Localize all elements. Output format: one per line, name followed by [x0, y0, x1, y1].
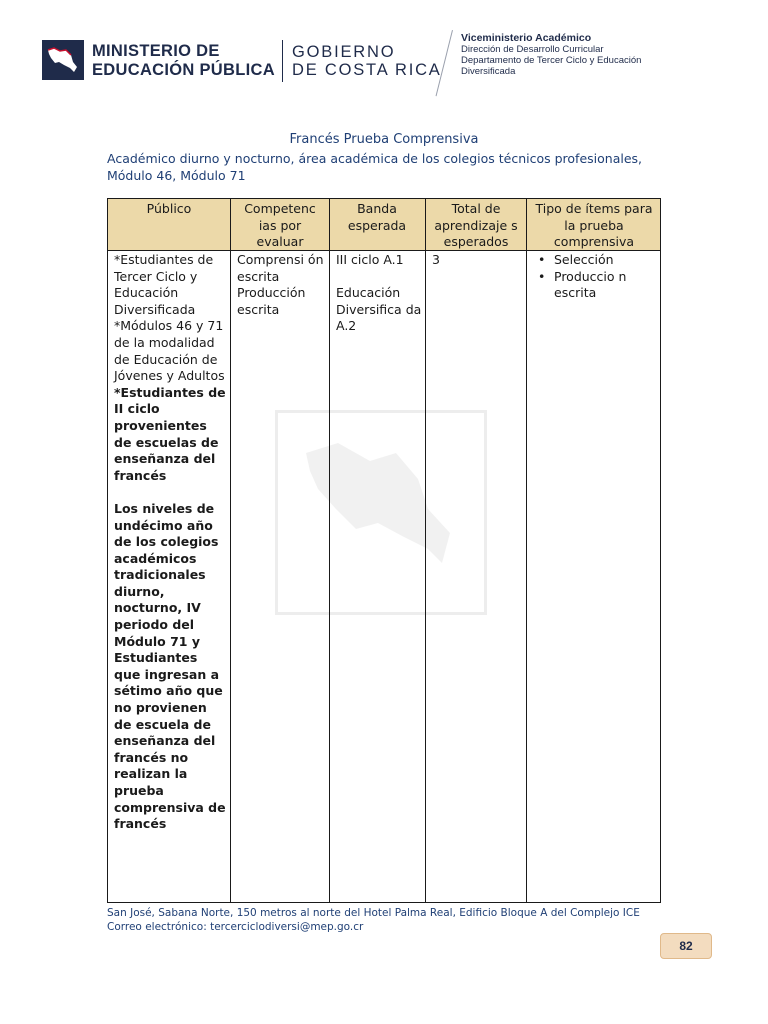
cell-competencias: [237, 252, 327, 318]
competencias-text: Comprensi ón escrita Producción escrita: [237, 252, 324, 317]
publico-bold-text-1: *Estudiantes de II ciclo provenientes de escuelas de enseñanza del francés: [114, 384, 226, 483]
test-table: [107, 198, 661, 903]
page-number-badge: 82: [660, 933, 712, 959]
header-banda: Banda esperada: [347, 201, 407, 233]
column-divider: [329, 199, 330, 902]
office-block: [461, 33, 641, 77]
total-text: 3: [432, 252, 440, 267]
publico-bold-text-2: Los niveles de undécimo año de los colegios académicos tradicionales diurno, nocturno, IV periodo del Módulo 71 y Estudiantes que ingresan a sétimo año que no provienen de escuela de enseñanza del francés no realizan la prueba comprensiva de francés: [114, 500, 226, 832]
header-publico: Público: [146, 201, 192, 216]
document-title: Francés Prueba Comprensiva: [289, 132, 479, 147]
cell-publico: [114, 252, 226, 833]
government-line1: GOBIERNO: [292, 43, 396, 61]
ministry-line2: EDUCACIÓN PÚBLICA: [92, 61, 275, 79]
column-divider: [425, 199, 426, 902]
office-title: Viceministerio Académico: [461, 32, 592, 44]
office-line2: Departamento de Tercer Ciclo y Educación: [461, 55, 642, 66]
column-divider: [526, 199, 527, 902]
mep-logo-icon: [42, 40, 84, 80]
footer-email: Correo electrónico: tercerciclodiversi@mep.go.cr: [107, 921, 364, 933]
banda-text-1: III ciclo A.1: [336, 252, 404, 267]
list-item: • Produccio n escrita: [528, 269, 656, 302]
cell-tipo: [528, 252, 656, 302]
office-line1: Dirección de Desarrollo Curricular: [461, 44, 604, 55]
banda-text-2: Educación Diversifica da A.2: [336, 285, 422, 334]
document-subtitle: Académico diurno y nocturno, área académica de los colegios técnicos profesionales, Módulo 46, Módulo 71: [107, 151, 643, 183]
ministry-name: [92, 42, 275, 80]
government-line2: DE COSTA RICA: [292, 61, 442, 79]
office-line3: Diversificada: [461, 66, 516, 77]
footer: [107, 906, 640, 934]
list-item: • Selección: [528, 252, 656, 269]
header-tipo: Tipo de ítems para la prueba comprensiva: [535, 201, 653, 249]
column-divider: [230, 199, 231, 902]
header-competencias: Competenc ias por evaluar: [244, 201, 316, 249]
government-name: [292, 43, 442, 79]
tipo-items-list: [528, 252, 656, 302]
footer-address: San José, Sabana Norte, 150 metros al norte del Hotel Palma Real, Edificio Bloque A del Complejo ICE: [107, 907, 640, 919]
ministry-line1: MINISTERIO DE: [92, 42, 220, 60]
cell-banda: [336, 252, 422, 335]
cell-total: [432, 252, 522, 269]
header-divider: [282, 40, 283, 82]
publico-normal-text: *Estudiantes de Tercer Ciclo y Educación Diversificada *Módulos 46 y 71 de la modalidad de Educación de Jóvenes y Adultos: [114, 252, 225, 384]
header-total: Total de aprendizaje s esperados: [434, 201, 518, 249]
